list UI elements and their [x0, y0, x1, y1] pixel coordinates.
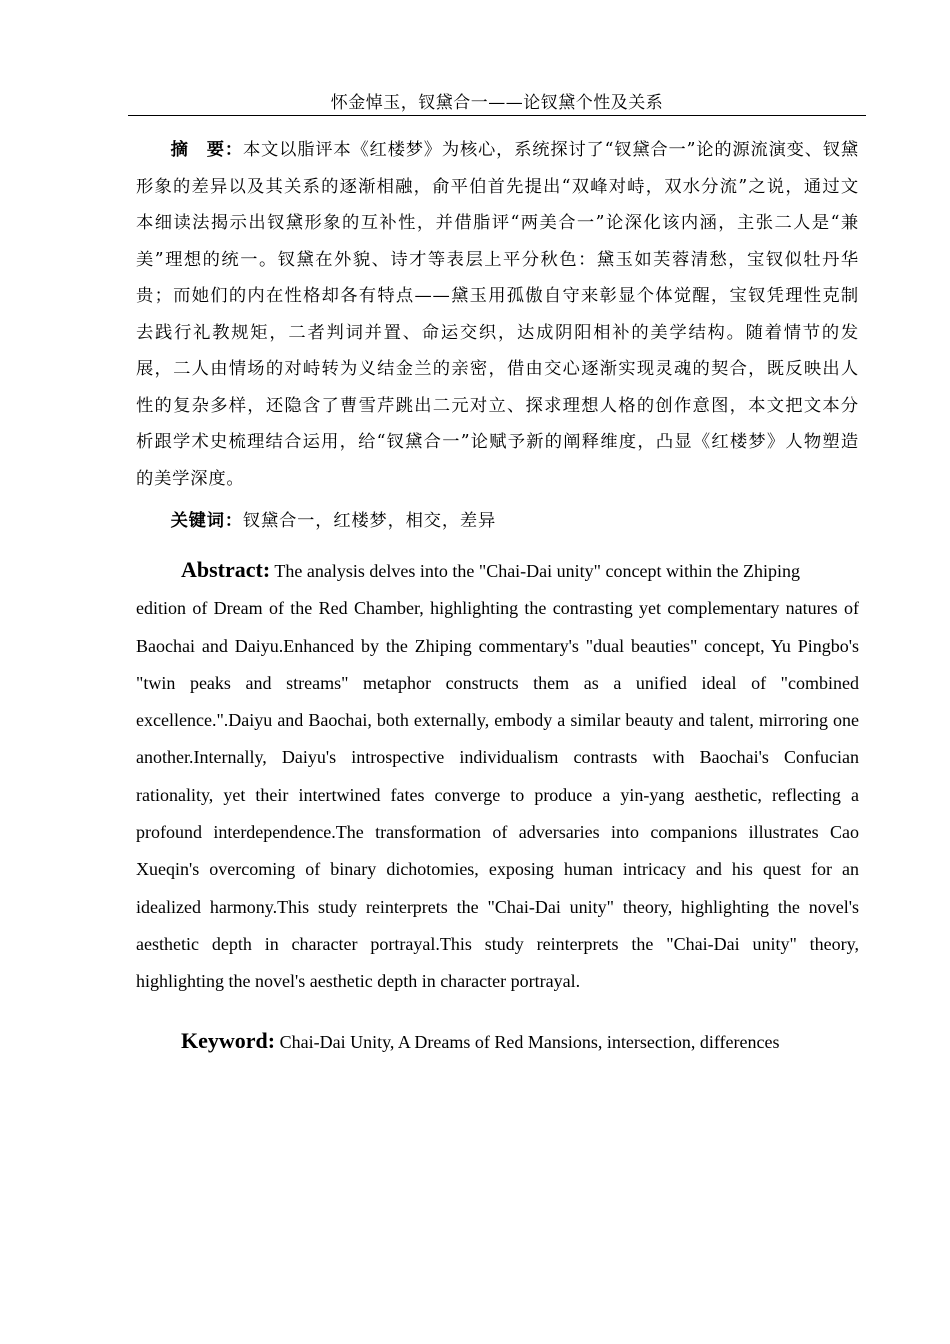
english-abstract-label: Abstract: — [181, 557, 271, 582]
english-keywords-label: Keyword: — [181, 1028, 276, 1053]
chinese-abstract-text: 本文以脂评本《红楼梦》为核心，系统探讨了“钗黛合一”论的源流演变、钗黛形象的差异以及其关系的逐渐相融，俞平伯首先提出“双峰对峙，双水分流”之说，通过文本细读法揭示出钗黛形象的互补性，并借脂评“两美合一”论深化该内涵，主张二人是“兼美”理想的统一。钗黛在外貌、诗才等表层上平分秋色：黛玉如芙蓉清愁，宝钗似牡丹华贵；而她们的内在性格却各有特点——黛玉用孤傲自守来彰显个体觉醒，宝钗凭理性克制去践行礼教规矩，二者判词并置、命运交织，达成阴阳相补的美学结构。随着情节的发展，二人由情场的对峙转为义结金兰的亲密，借由交心逐渐实现灵魂的契合，既反映出人性的复杂多样，还隐含了曹雪芹跳出二元对立、探求理想人格的创作意图，本文把文本分析跟学术史梳理结合运用，给“钗黛合一”论赋予新的阐释维度，凸显《红楼梦》人物塑造的美学深度。 — [136, 140, 860, 489]
english-abstract-first-line — [136, 557, 800, 582]
english-keywords-text: Chai-Dai Unity, A Dreams of Red Mansions, intersection, differences — [279, 1032, 780, 1052]
english-abstract-text: edition of Dream of the Red Chamber, highlighting the contrasting yet complementary natures of Baochai and Daiyu.Enhanced by the Zhiping commentary's "dual beauties" concept, Yu Pingbo's "twin peaks and streams" metaphor constructs them as a unified ideal of "combined excellence.".Daiyu and Baochai, both externally, embody a similar beauty and talent, mirroring one another.Internally, Daiyu's introspective individualism contrasts with Baochai's Confucian rationality, yet their intertwined fates converge to produce a yin-yang aesthetic, reflecting a profound interdependence.The transformation of adversaries into companions illustrates Cao Xueqin's overcoming of binary dichotomies, exposing human intricacy and his quest for an idealized harmony.This study reinterprets the "Chai-Dai unity" theory, highlighting the novel's aesthetic depth in character portrayal.This study reinterprets the "Chai-Dai unity" theory, highlighting the novel's aesthetic depth in character portrayal. — [136, 598, 859, 992]
chinese-keywords — [136, 506, 859, 536]
header-rule — [128, 115, 866, 116]
english-keywords — [136, 1024, 859, 1059]
english-abstract-first-line-text: The analysis delves into the "Chai-Dai unity" concept within the Zhiping — [274, 561, 800, 581]
chinese-abstract-label: 摘 要： — [170, 140, 243, 160]
chinese-keywords-text: 钗黛合一，红楼梦，相交，差异 — [242, 511, 497, 531]
english-abstract — [136, 553, 859, 1001]
chinese-abstract — [136, 132, 859, 497]
chinese-keywords-label: 关键词： — [170, 511, 243, 531]
running-header: 怀金悼玉，钗黛合一——论钗黛个性及关系 — [330, 93, 664, 113]
